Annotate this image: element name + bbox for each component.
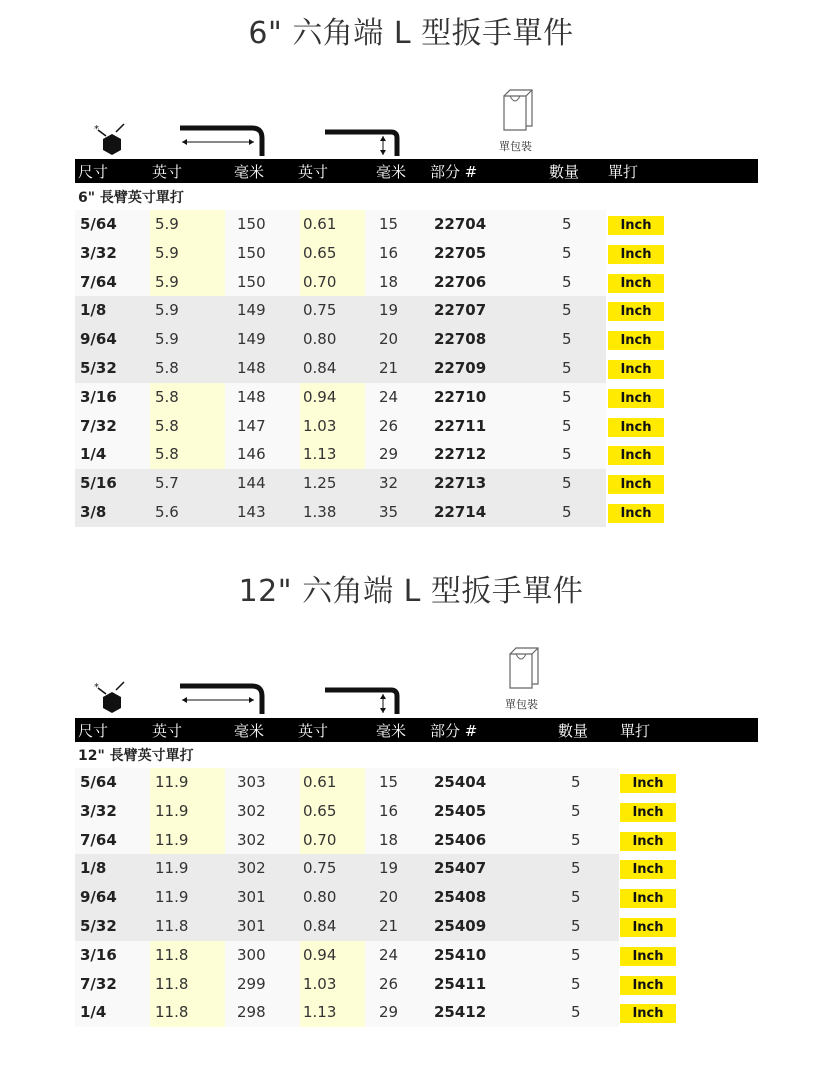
quantity-cell: 5 [562, 416, 572, 435]
part-number-cell: 22713 [434, 474, 487, 493]
mm-length-cell: 301 [237, 917, 266, 935]
part-number-cell: 22707 [434, 301, 487, 320]
col-part-number: 部分 # [430, 722, 478, 740]
inch-short-cell: 0.70 [303, 830, 337, 849]
quantity-cell: 5 [562, 359, 572, 377]
table-row [75, 970, 664, 999]
col-mm-length: 毫米 [234, 163, 265, 181]
inch-length-cell: 11.8 [155, 917, 189, 935]
mm-short-cell: 16 [379, 801, 399, 820]
part-number-cell: 22712 [434, 445, 487, 464]
single-pack-label: 單包裝 [505, 698, 538, 711]
quantity-cell: 5 [571, 830, 581, 849]
part-number-cell: 25408 [434, 888, 487, 907]
mm-length-cell: 300 [237, 945, 266, 964]
single-pack-label: 單包裝 [499, 140, 532, 153]
table-row [75, 854, 664, 883]
inch-length-cell: 5.8 [155, 445, 179, 464]
inch-badge-button[interactable]: Inch [608, 331, 664, 350]
mm-length-cell: 148 [237, 359, 266, 377]
hex-key-end-icon [90, 676, 135, 716]
inch-short-cell: 0.84 [303, 359, 337, 377]
mm-short-cell: 20 [379, 888, 399, 907]
quantity-cell: 5 [562, 215, 572, 233]
inch-length-cell: 5.9 [155, 243, 179, 262]
quantity-cell: 5 [571, 801, 581, 820]
mm-short-cell: 19 [379, 301, 399, 320]
col-size: 尺寸 [78, 722, 109, 740]
inch-short-cell: 0.94 [303, 387, 337, 406]
mm-length-cell: 148 [237, 387, 266, 406]
part-number-cell: 22709 [434, 359, 487, 377]
part-number-cell: 22704 [434, 215, 487, 233]
inch-length-cell: 11.9 [155, 830, 189, 849]
inch-length-cell: 5.8 [155, 387, 179, 406]
mm-length-cell: 302 [237, 859, 266, 878]
short-arm-length-icon [323, 686, 403, 714]
quantity-cell: 5 [562, 445, 572, 464]
inch-short-cell: 0.70 [303, 272, 337, 291]
inch-short-cell: 0.94 [303, 945, 337, 964]
mm-length-cell: 149 [237, 330, 266, 349]
size-cell: 9/64 [80, 330, 117, 349]
mm-short-cell: 24 [379, 945, 399, 964]
table-row [75, 325, 652, 354]
mm-short-cell: 18 [379, 830, 399, 849]
inch-length-cell: 5.6 [155, 503, 179, 521]
svg-text:*: * [94, 124, 99, 135]
inch-length-cell: 11.9 [155, 859, 189, 878]
inch-short-cell: 1.03 [303, 974, 337, 993]
long-arm-length-icon [178, 124, 268, 156]
quantity-cell: 5 [571, 888, 581, 907]
col-mm-short: 毫米 [376, 722, 407, 740]
size-cell: 3/8 [80, 503, 107, 521]
inch-short-cell: 0.65 [303, 801, 337, 820]
part-number-cell: 22710 [434, 387, 487, 406]
inch-short-cell: 0.61 [303, 215, 337, 233]
inch-length-cell: 5.9 [155, 215, 179, 233]
table-header [75, 718, 758, 742]
inch-badge-button[interactable]: Inch [620, 947, 676, 966]
icon-row [0, 646, 822, 716]
mm-length-cell: 303 [237, 773, 266, 791]
part-number-cell: 22708 [434, 330, 487, 349]
col-inch-length: 英寸 [152, 163, 183, 181]
mm-length-cell: 298 [237, 1003, 266, 1022]
inch-short-cell: 0.80 [303, 888, 337, 907]
inch-badge-button[interactable]: Inch [608, 360, 664, 379]
inch-short-cell: 1.25 [303, 474, 337, 493]
table-row [75, 268, 652, 297]
mm-short-cell: 32 [379, 474, 399, 493]
inch-short-cell: 1.13 [303, 1003, 337, 1022]
part-number-cell: 22714 [434, 503, 487, 521]
table-row [75, 941, 664, 970]
inch-badge-button[interactable]: Inch [620, 976, 676, 995]
mm-short-cell: 26 [379, 416, 399, 435]
mm-short-cell: 21 [379, 359, 399, 377]
table-header [75, 159, 758, 183]
mm-short-cell: 21 [379, 917, 399, 935]
table-row [75, 239, 652, 268]
inch-short-cell: 1.03 [303, 416, 337, 435]
quantity-cell: 5 [562, 272, 572, 291]
inch-length-cell: 11.8 [155, 974, 189, 993]
inch-length-cell: 5.8 [155, 416, 179, 435]
table-row [75, 498, 652, 527]
mm-short-cell: 15 [379, 215, 399, 233]
quantity-cell: 5 [571, 945, 581, 964]
quantity-cell: 5 [562, 301, 572, 320]
table-row [75, 296, 652, 325]
mm-short-cell: 24 [379, 387, 399, 406]
size-cell: 7/64 [80, 830, 117, 849]
col-quantity: 數量 [558, 722, 589, 740]
part-number-cell: 25411 [434, 974, 487, 993]
mm-length-cell: 149 [237, 301, 266, 320]
inch-short-cell: 0.80 [303, 330, 337, 349]
mm-short-cell: 35 [379, 503, 399, 521]
mm-short-cell: 18 [379, 272, 399, 291]
table-row [75, 826, 664, 855]
quantity-cell: 5 [571, 917, 581, 935]
part-number-cell: 22706 [434, 272, 487, 291]
inch-length-cell: 11.9 [155, 801, 189, 820]
col-size: 尺寸 [78, 163, 109, 181]
inch-badge-button[interactable]: Inch [608, 302, 664, 321]
size-cell: 9/64 [80, 888, 117, 907]
table-row [75, 383, 652, 412]
col-quantity: 數量 [549, 163, 580, 181]
inch-length-cell: 11.9 [155, 888, 189, 907]
inch-badge-button[interactable]: Inch [608, 216, 664, 235]
single-pack-bag-icon [500, 88, 536, 132]
mm-length-cell: 143 [237, 503, 266, 521]
mm-length-cell: 150 [237, 272, 266, 291]
quantity-cell: 5 [571, 859, 581, 878]
group-label: 12" 長臂英寸單打 [78, 748, 194, 764]
size-cell: 3/32 [80, 801, 117, 820]
inch-badge-button[interactable]: Inch [620, 803, 676, 822]
inch-badge-button[interactable]: Inch [608, 274, 664, 293]
size-cell: 3/16 [80, 945, 117, 964]
table-row [75, 210, 652, 239]
inch-badge-button[interactable]: Inch [620, 774, 676, 793]
mm-short-cell: 15 [379, 773, 399, 791]
col-inch-short: 英寸 [298, 722, 329, 740]
mm-short-cell: 29 [379, 445, 399, 464]
size-cell: 5/32 [80, 917, 117, 935]
svg-text:*: * [94, 682, 99, 693]
col-mm-length: 毫米 [234, 722, 265, 740]
table-row [75, 440, 652, 469]
size-cell: 1/8 [80, 859, 107, 878]
mm-length-cell: 302 [237, 801, 266, 820]
inch-badge-button[interactable]: Inch [608, 446, 664, 465]
col-inch-length: 英寸 [152, 722, 183, 740]
size-cell: 3/16 [80, 387, 117, 406]
part-number-cell: 25404 [434, 773, 487, 791]
mm-short-cell: 29 [379, 1003, 399, 1022]
table-row [75, 998, 664, 1027]
inch-length-cell: 5.9 [155, 301, 179, 320]
part-number-cell: 25406 [434, 830, 487, 849]
size-cell: 3/32 [80, 243, 117, 262]
col-dozen: 單打 [620, 722, 651, 740]
mm-short-cell: 20 [379, 330, 399, 349]
table-title: 6" 六角端 L 型扳手單件 [248, 16, 574, 51]
quantity-cell: 5 [571, 773, 581, 791]
table-row [75, 912, 664, 941]
size-cell: 7/64 [80, 272, 117, 291]
mm-length-cell: 299 [237, 974, 266, 993]
inch-short-cell: 0.61 [303, 773, 337, 791]
inch-short-cell: 0.84 [303, 917, 337, 935]
long-arm-length-icon [178, 682, 268, 714]
mm-short-cell: 26 [379, 974, 399, 993]
mm-length-cell: 150 [237, 243, 266, 262]
part-number-cell: 25412 [434, 1003, 487, 1022]
quantity-cell: 5 [562, 243, 572, 262]
quantity-cell: 5 [562, 503, 572, 521]
inch-length-cell: 11.8 [155, 1003, 189, 1022]
size-cell: 1/8 [80, 301, 107, 320]
inch-length-cell: 11.9 [155, 773, 189, 791]
mm-short-cell: 19 [379, 859, 399, 878]
table-row [75, 412, 652, 441]
inch-short-cell: 0.75 [303, 301, 337, 320]
short-arm-length-icon [323, 128, 403, 156]
table-title: 12" 六角端 L 型扳手單件 [238, 574, 584, 609]
inch-badge-button[interactable]: Inch [608, 418, 664, 437]
quantity-cell: 5 [571, 974, 581, 993]
quantity-cell: 5 [562, 474, 572, 493]
mm-length-cell: 302 [237, 830, 266, 849]
size-cell: 1/4 [80, 1003, 107, 1022]
part-number-cell: 25410 [434, 945, 487, 964]
inch-short-cell: 0.75 [303, 859, 337, 878]
inch-short-cell: 1.13 [303, 445, 337, 464]
group-label: 6" 長臂英寸單打 [78, 190, 184, 206]
mm-length-cell: 147 [237, 416, 266, 435]
part-number-cell: 25407 [434, 859, 487, 878]
mm-short-cell: 16 [379, 243, 399, 262]
table-row [75, 469, 652, 498]
mm-length-cell: 144 [237, 474, 266, 493]
inch-badge-button[interactable]: Inch [608, 389, 664, 408]
inch-length-cell: 5.8 [155, 359, 179, 377]
inch-badge-button[interactable]: Inch [620, 1004, 676, 1023]
size-cell: 7/32 [80, 416, 117, 435]
inch-length-cell: 11.8 [155, 945, 189, 964]
inch-badge-button[interactable]: Inch [620, 889, 676, 908]
inch-badge-button[interactable]: Inch [608, 245, 664, 264]
inch-badge-button[interactable]: Inch [620, 832, 676, 851]
size-cell: 5/64 [80, 773, 117, 791]
part-number-cell: 22711 [434, 416, 487, 435]
table-row [75, 354, 652, 383]
size-cell: 5/16 [80, 474, 117, 493]
size-cell: 5/32 [80, 359, 117, 377]
single-pack-bag-icon [506, 646, 542, 690]
col-inch-short: 英寸 [298, 163, 329, 181]
hex-key-end-icon [90, 118, 135, 158]
inch-length-cell: 5.7 [155, 474, 179, 493]
quantity-cell: 5 [562, 330, 572, 349]
part-number-cell: 25409 [434, 917, 487, 935]
size-cell: 1/4 [80, 445, 107, 464]
quantity-cell: 5 [571, 1003, 581, 1022]
table-row [75, 768, 664, 797]
size-cell: 5/64 [80, 215, 117, 233]
col-mm-short: 毫米 [376, 163, 407, 181]
mm-length-cell: 301 [237, 888, 266, 907]
inch-badge-button[interactable]: Inch [620, 918, 676, 937]
table-row [75, 883, 664, 912]
quantity-cell: 5 [562, 387, 572, 406]
part-number-cell: 25405 [434, 801, 487, 820]
table-row [75, 797, 664, 826]
col-part-number: 部分 # [430, 163, 478, 181]
size-cell: 7/32 [80, 974, 117, 993]
inch-badge-button[interactable]: Inch [620, 860, 676, 879]
inch-short-cell: 0.65 [303, 243, 337, 262]
inch-length-cell: 5.9 [155, 330, 179, 349]
inch-badge-button[interactable]: Inch [608, 475, 664, 494]
inch-length-cell: 5.9 [155, 272, 179, 291]
inch-badge-button[interactable]: Inch [608, 504, 664, 523]
icon-row [0, 88, 822, 158]
mm-length-cell: 146 [237, 445, 266, 464]
part-number-cell: 22705 [434, 243, 487, 262]
inch-short-cell: 1.38 [303, 503, 337, 521]
col-dozen: 單打 [608, 163, 639, 181]
mm-length-cell: 150 [237, 215, 266, 233]
